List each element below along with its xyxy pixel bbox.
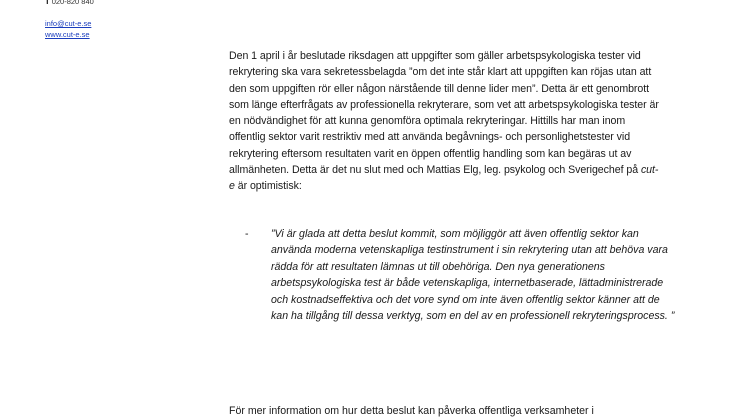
footer-paragraph: För mer information om hur detta beslut kan påverka offentliga verksamheter i [229,405,594,417]
email-link[interactable]: info@cut-e.se [45,19,92,28]
website-link[interactable]: www.cut-e.se [45,30,90,39]
quote-block [245,226,675,324]
phone-number: 020-820 840 [51,0,94,6]
bullet-dash: - [245,228,249,240]
paragraph-text [229,48,661,195]
company-name: cut-e [229,164,659,193]
phone-prefix: T [45,0,50,6]
contact-block [45,0,94,40]
phone-row [45,0,94,7]
quote-text: ”Vi är glada att detta beslut kommit, som möjliggör att även offentlig sektor kan använda moderna vetenskapliga testinstrument i sin rekrytering utan att behöva vara rädda för att resultaten lämnas ut till obehöriga. Den nya generationens arbetspsykologiska test är både vetenskapliga, internetbaserade, lättadministrerade och kostnadseffektiva och det vore synd om inte även offentlig sektor känner att de kan ha tillgång till dessa verktyg, som en del av en professionell rekryteringsprocess. ” [271,228,675,323]
main-paragraph [229,48,661,195]
paragraph-part-1: Den 1 april i år beslutade riksdagen att uppgifter som gäller arbetspsykologiska tester vid rekrytering ska vara sekretessbelagda ”om det inte står klart att uppgiften kan röjas utan att den som uppgiften rör eller någon närstående till denne lider men”. Detta är ett genombrott som länge efterfrågats av professionella rekryterare, som vet att arbetspsykologiska tester är en nödvändighet för att kunna genomföra optimala rekryteringar. Hittills har man inom offentlig sektor varit restriktiv med att använda begåvnings- och personlighetstester vid rekrytering eftersom resultaten varit en öppen offentlig handling som kan begäras ut av allmänheten. Detta är det nu slut med och Mattias Elg, leg. psykolog och Sverigechef på [229,50,659,177]
paragraph-part-2: är optimistisk: [234,180,302,193]
